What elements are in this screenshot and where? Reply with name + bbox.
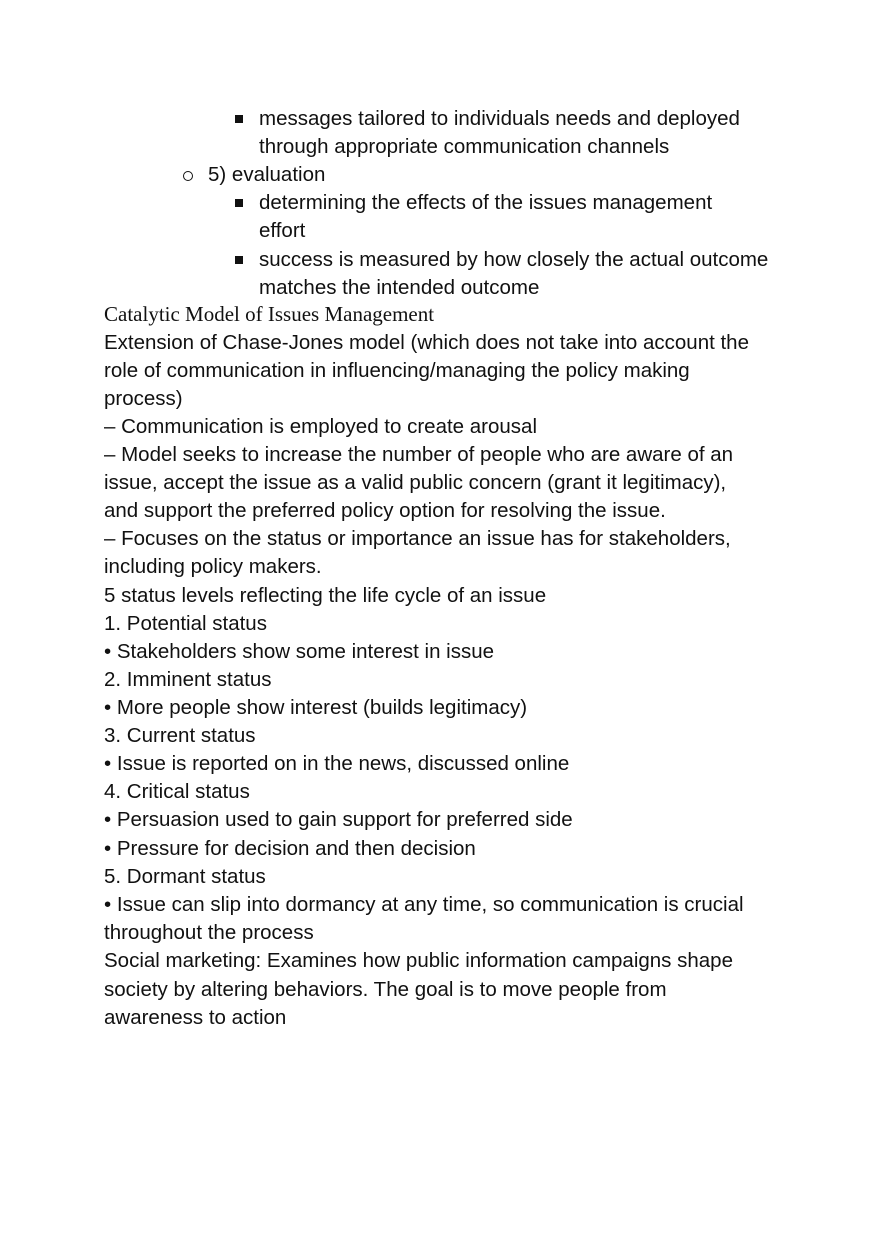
body-line: 5. Dormant status <box>104 865 266 888</box>
body-line: • Issue can slip into dormancy at any time, so communication is crucial <box>104 893 744 916</box>
body-line: 2. Imminent status <box>104 668 272 691</box>
body-line: Social marketing: Examines how public information campaigns shape <box>104 949 733 972</box>
body-line: 1. Potential status <box>104 612 267 635</box>
body-line: 4. Critical status <box>104 780 250 803</box>
body-line: – Model seeks to increase the number of people who are aware of an <box>104 443 734 466</box>
body-line: society by altering behaviors. The goal is to move people from <box>104 978 667 1001</box>
square-bullet-icon <box>235 115 243 123</box>
square-bullet-icon <box>235 199 243 207</box>
body-line: 3. Current status <box>104 724 256 747</box>
list-item-text: success is measured by how closely the actual outcome <box>259 248 769 271</box>
body-line: including policy makers. <box>104 555 322 578</box>
body-line: – Communication is employed to create arousal <box>104 415 537 438</box>
list-item-text: effort <box>259 219 306 242</box>
list-item-evaluation: 5) evaluation <box>208 163 326 186</box>
section-heading: Catalytic Model of Issues Management <box>104 302 435 326</box>
body-line: throughout the process <box>104 921 314 944</box>
square-bullet-icon <box>235 256 243 264</box>
body-line: • More people show interest (builds legitimacy) <box>104 696 528 719</box>
circle-bullet-icon <box>183 171 193 181</box>
list-item-text: messages tailored to individuals needs and deployed <box>259 107 740 130</box>
list-item-text: matches the intended outcome <box>259 276 540 299</box>
body-line: 5 status levels reflecting the life cycle of an issue <box>104 584 547 607</box>
body-line: • Stakeholders show some interest in issue <box>104 640 495 663</box>
body-line: • Pressure for decision and then decision <box>104 837 476 860</box>
body-line: process) <box>104 387 183 410</box>
body-line: awareness to action <box>104 1006 287 1029</box>
body-line: issue, accept the issue as a valid public concern (grant it legitimacy), <box>104 471 727 494</box>
body-line: • Issue is reported on in the news, discussed online <box>104 752 570 775</box>
list-item-text: determining the effects of the issues management <box>259 191 713 214</box>
list-item-text: through appropriate communication channels <box>259 135 670 158</box>
body-line: role of communication in influencing/managing the policy making <box>104 359 690 382</box>
body-line: Extension of Chase-Jones model (which does not take into account the <box>104 331 749 354</box>
body-line: and support the preferred policy option for resolving the issue. <box>104 499 666 522</box>
body-line: • Persuasion used to gain support for preferred side <box>104 808 573 831</box>
body-line: – Focuses on the status or importance an issue has for stakeholders, <box>104 527 731 550</box>
